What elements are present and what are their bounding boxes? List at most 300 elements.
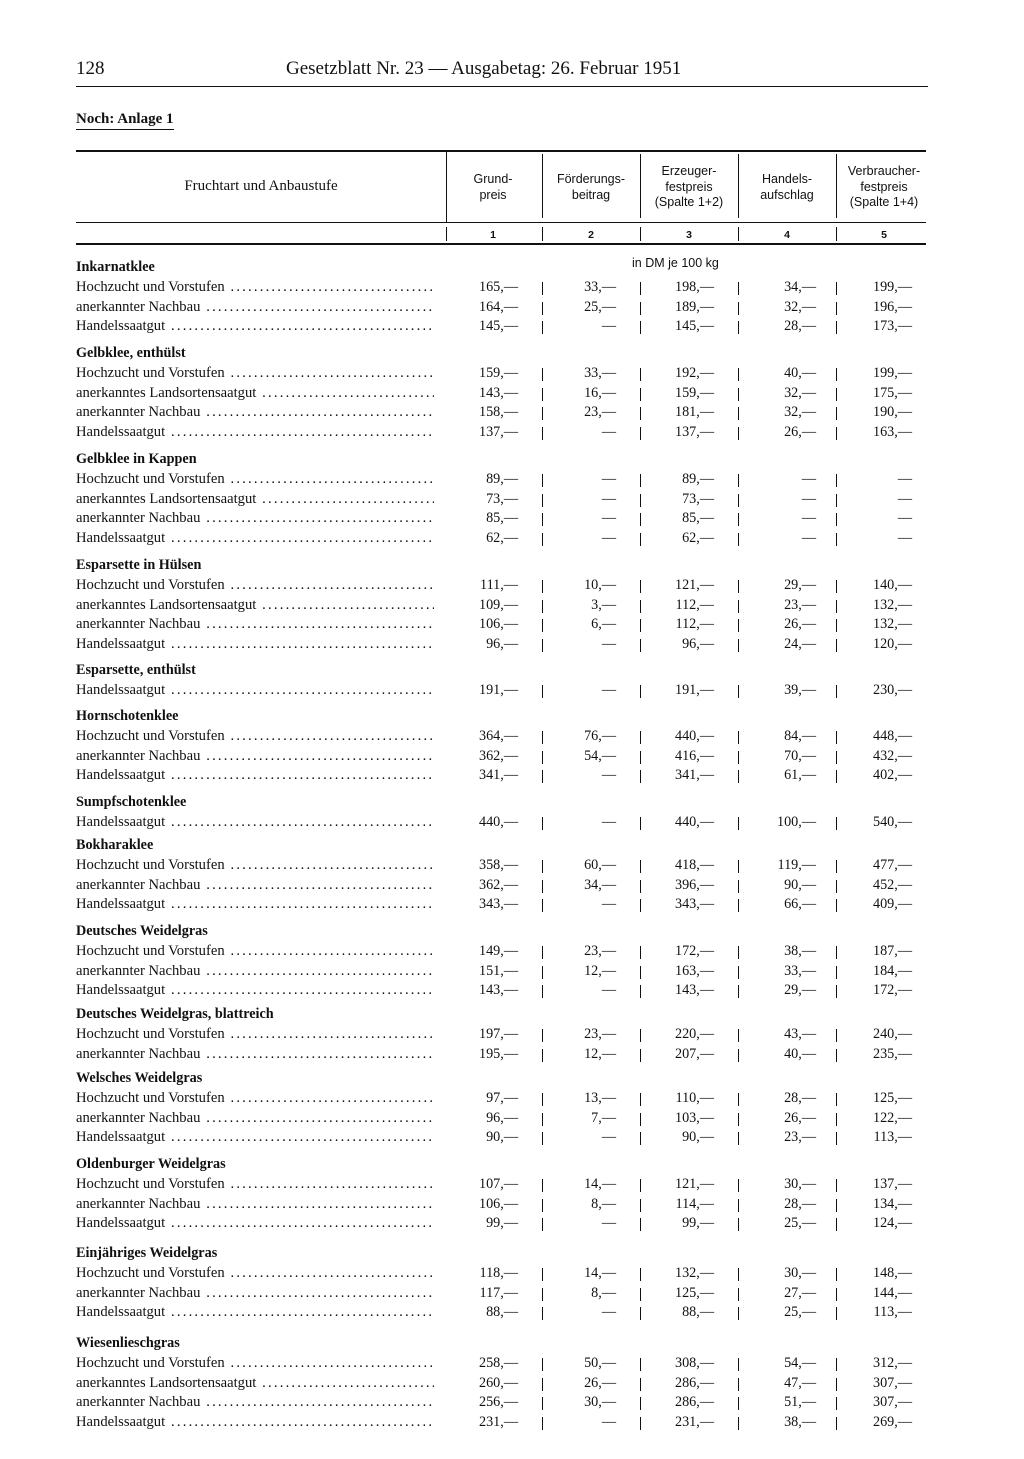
cell-col-5: 230,— <box>872 682 912 698</box>
row-label: anerkannter Nachbau ..... <box>76 298 434 317</box>
cell-col-5: 132,— <box>872 597 912 613</box>
row-column-divider <box>542 1179 543 1192</box>
row-column-divider <box>738 1113 739 1126</box>
cell-col-1: 362,— <box>478 877 518 893</box>
page-running-title: Gesetzblatt Nr. 23 — Ausgabetag: 26. Februar 1951 <box>286 58 682 79</box>
column-numbers-rule <box>76 243 926 245</box>
cell-col-5: 144,— <box>872 1285 912 1301</box>
cell-col-3: 191,— <box>674 682 714 698</box>
cell-col-2: — <box>601 530 616 546</box>
row-column-divider <box>640 1417 641 1430</box>
cell-col-4: — <box>801 530 816 546</box>
row-column-divider <box>542 966 543 979</box>
cell-col-4: — <box>801 471 816 487</box>
row-column-divider <box>836 1179 837 1192</box>
cell-col-5: 269,— <box>872 1414 912 1430</box>
cell-col-5: 113,— <box>873 1129 912 1145</box>
cell-col-1: 364,— <box>478 728 518 744</box>
row-label: Handelssaatgut ..... <box>76 981 434 1000</box>
cell-col-2: 14,— <box>584 1176 616 1192</box>
column-header-4 <box>740 172 834 203</box>
row-column-divider <box>738 321 739 334</box>
cell-col-3: 159,— <box>674 385 714 401</box>
column-header-2 <box>544 172 638 203</box>
row-column-divider <box>542 1049 543 1062</box>
row-label: Handelssaatgut ..... <box>76 317 434 336</box>
cell-col-4: 119,— <box>777 857 816 873</box>
table-row <box>76 1175 926 1194</box>
row-column-divider <box>738 282 739 295</box>
cell-col-4: 29,— <box>784 982 816 998</box>
cell-col-5: 312,— <box>872 1355 912 1371</box>
row-label: anerkannter Nachbau ..... <box>76 615 434 634</box>
table-row <box>76 1089 926 1108</box>
row-label: Hochzucht und Vorstufen ..... <box>76 942 434 961</box>
column-divider <box>738 154 739 218</box>
table-row <box>76 298 926 317</box>
row-column-divider <box>738 1029 739 1042</box>
cell-col-4: 28,— <box>784 1090 816 1106</box>
column-number-divider <box>836 227 837 241</box>
row-column-divider <box>738 580 739 593</box>
row-label: anerkanntes Landsortensaatgut ..... <box>76 490 434 509</box>
column-header-line: aufschlag <box>760 187 814 202</box>
cell-col-5: 196,— <box>872 299 912 315</box>
cell-col-2: — <box>601 1215 616 1231</box>
row-column-divider <box>836 731 837 744</box>
column-header-line: Grund- <box>473 172 513 186</box>
row-column-divider <box>836 860 837 873</box>
cell-col-3: 207,— <box>674 1046 714 1062</box>
row-column-divider <box>836 946 837 959</box>
row-column-divider <box>836 1397 837 1410</box>
column-number-divider <box>542 227 543 241</box>
cell-col-4: 38,— <box>784 1414 816 1430</box>
row-column-divider <box>640 1029 641 1042</box>
row-column-divider <box>738 966 739 979</box>
section-title: Deutsches Weidelgras, blattreich <box>76 1006 274 1022</box>
table-row <box>76 1128 926 1147</box>
cell-col-1: 343,— <box>478 896 518 912</box>
cell-col-3: 418,— <box>674 857 714 873</box>
cell-col-1: 143,— <box>478 385 518 401</box>
table-row <box>76 615 926 634</box>
row-column-divider <box>738 770 739 783</box>
row-column-divider <box>542 494 543 507</box>
row-column-divider <box>738 427 739 440</box>
row-column-divider <box>836 1029 837 1042</box>
cell-col-3: 99,— <box>682 1215 714 1231</box>
cell-col-1: 165,— <box>478 279 518 295</box>
cell-col-5: 187,— <box>872 943 912 959</box>
cell-col-3: 416,— <box>674 748 714 764</box>
row-label: Handelssaatgut ..... <box>76 635 434 654</box>
table-row <box>76 962 926 981</box>
table-row <box>76 1264 926 1283</box>
row-column-divider <box>640 282 641 295</box>
cell-col-3: 85,— <box>682 510 714 526</box>
cell-col-3: 121,— <box>674 577 714 593</box>
column-header-line: Verbraucher- <box>847 164 921 178</box>
cell-col-4: 29,— <box>784 577 816 593</box>
cell-col-4: 23,— <box>784 597 816 613</box>
row-label: Hochzucht und Vorstufen ..... <box>76 1175 434 1194</box>
cell-col-1: 89,— <box>486 471 518 487</box>
cell-col-5: 175,— <box>872 385 912 401</box>
cell-col-5: 477,— <box>872 857 912 873</box>
section-title: Einjähriges Weidelgras <box>76 1245 218 1261</box>
cell-col-1: 117,— <box>479 1285 518 1301</box>
row-column-divider <box>640 1397 641 1410</box>
cell-col-4: — <box>801 491 816 507</box>
column-header-line: Handels- <box>761 172 813 186</box>
cell-col-1: 260,— <box>478 1375 518 1391</box>
cell-col-2: 16,— <box>584 385 616 401</box>
row-column-divider <box>640 817 641 830</box>
cell-col-3: 440,— <box>674 728 714 744</box>
cell-col-4: 32,— <box>784 385 816 401</box>
cell-col-3: 440,— <box>674 814 714 830</box>
row-column-divider <box>542 751 543 764</box>
cell-col-5: 199,— <box>872 279 912 295</box>
row-column-divider <box>738 368 739 381</box>
section-title: Welsches Weidelgras <box>76 1070 203 1086</box>
section-title: Inkarnatklee <box>76 259 155 275</box>
column-header-3 <box>642 164 736 211</box>
row-column-divider <box>640 1288 641 1301</box>
cell-col-2: 30,— <box>584 1394 616 1410</box>
cell-col-2: 3,— <box>591 597 616 613</box>
unit-note: in DM je 100 kg <box>632 256 719 270</box>
row-column-divider <box>542 685 543 698</box>
cell-col-2: 33,— <box>584 279 616 295</box>
cell-col-2: 54,— <box>584 748 616 764</box>
header-separator-rule <box>76 222 926 223</box>
row-column-divider <box>640 1378 641 1391</box>
cell-col-5: 134,— <box>872 1196 912 1212</box>
cell-col-4: 43,— <box>784 1026 816 1042</box>
row-label: anerkannter Nachbau ..... <box>76 1284 434 1303</box>
row-column-divider <box>640 751 641 764</box>
row-column-divider <box>738 1179 739 1192</box>
section-title: Bokharaklee <box>76 837 154 853</box>
row-label: Hochzucht und Vorstufen ..... <box>76 364 434 383</box>
cell-col-2: 12,— <box>584 1046 616 1062</box>
row-column-divider <box>640 580 641 593</box>
column-number-divider <box>640 227 641 241</box>
column-header-line: (Spalte 1+2) <box>654 195 724 209</box>
row-label: Handelssaatgut ..... <box>76 529 434 548</box>
cell-col-5: — <box>897 530 912 546</box>
cell-col-4: 90,— <box>784 877 816 893</box>
row-column-divider <box>640 880 641 893</box>
row-column-divider <box>836 685 837 698</box>
row-label: Handelssaatgut ..... <box>76 1303 434 1322</box>
row-column-divider <box>542 580 543 593</box>
row-column-divider <box>542 1093 543 1106</box>
row-column-divider <box>738 899 739 912</box>
table-row <box>76 895 926 914</box>
row-column-divider <box>640 1218 641 1231</box>
column-header-line: (Spalte 1+4) <box>849 195 919 209</box>
row-column-divider <box>836 1358 837 1371</box>
cell-col-1: 111,— <box>480 577 518 593</box>
cell-col-3: 112,— <box>675 616 714 632</box>
cell-col-5: — <box>897 471 912 487</box>
row-column-divider <box>640 407 641 420</box>
row-label: anerkannter Nachbau ..... <box>76 403 434 422</box>
row-column-divider <box>542 817 543 830</box>
row-label: Handelssaatgut ..... <box>76 766 434 785</box>
cell-col-1: 158,— <box>478 404 518 420</box>
row-column-divider <box>836 899 837 912</box>
cell-col-2: — <box>601 982 616 998</box>
row-column-divider <box>836 368 837 381</box>
column-number-1: 1 <box>490 229 496 241</box>
row-column-divider <box>542 1378 543 1391</box>
cell-col-4: 84,— <box>784 728 816 744</box>
row-column-divider <box>836 533 837 546</box>
cell-col-2: 23,— <box>584 943 616 959</box>
cell-col-1: 106,— <box>478 1196 518 1212</box>
cell-col-3: 132,— <box>674 1265 714 1281</box>
table-row <box>76 856 926 875</box>
row-column-divider <box>542 388 543 401</box>
cell-col-4: 25,— <box>784 1304 816 1320</box>
cell-col-5: 148,— <box>872 1265 912 1281</box>
row-label: Hochzucht und Vorstufen ..... <box>76 278 434 297</box>
row-label: anerkannter Nachbau ..... <box>76 962 434 981</box>
section-title: Wiesenlieschgras <box>76 1335 180 1351</box>
cell-col-1: 256,— <box>478 1394 518 1410</box>
row-column-divider <box>738 1288 739 1301</box>
cell-col-2: 8,— <box>591 1285 616 1301</box>
cell-col-5: 307,— <box>872 1394 912 1410</box>
table-row <box>76 1374 926 1393</box>
table-row <box>76 470 926 489</box>
table-row <box>76 529 926 548</box>
column-number-2: 2 <box>588 229 594 241</box>
section-title: Oldenburger Weidelgras <box>76 1156 226 1172</box>
cell-col-5: 409,— <box>872 896 912 912</box>
cell-col-1: 109,— <box>478 597 518 613</box>
row-label: Hochzucht und Vorstufen ..... <box>76 727 434 746</box>
row-column-divider <box>738 407 739 420</box>
row-column-divider <box>738 1268 739 1281</box>
row-column-divider <box>542 1358 543 1371</box>
section-title: Esparsette, enthülst <box>76 662 196 678</box>
cell-col-4: 27,— <box>784 1285 816 1301</box>
cell-col-3: 341,— <box>674 767 714 783</box>
cell-col-2: 33,— <box>584 365 616 381</box>
cell-col-1: 96,— <box>486 636 518 652</box>
row-column-divider <box>836 1218 837 1231</box>
row-column-divider <box>542 600 543 613</box>
table-row <box>76 1284 926 1303</box>
cell-col-3: 163,— <box>674 963 714 979</box>
table-row <box>76 490 926 509</box>
section-title: Sumpfschotenklee <box>76 794 187 810</box>
column-header-line: beitrag <box>571 187 611 202</box>
cell-col-3: 96,— <box>682 636 714 652</box>
row-column-divider <box>640 302 641 315</box>
cell-col-3: 192,— <box>674 365 714 381</box>
cell-col-1: 90,— <box>486 1129 518 1145</box>
cell-col-3: 286,— <box>674 1394 714 1410</box>
row-column-divider <box>738 731 739 744</box>
row-column-divider <box>836 1378 837 1391</box>
cell-col-2: 50,— <box>584 1355 616 1371</box>
column-header-line: Förderungs- <box>556 172 626 186</box>
table-row <box>76 384 926 403</box>
cell-col-4: 54,— <box>784 1355 816 1371</box>
cell-col-5: 163,— <box>872 424 912 440</box>
row-label: Handelssaatgut ..... <box>76 423 434 442</box>
cell-col-1: 137,— <box>478 424 518 440</box>
cell-col-4: 47,— <box>784 1375 816 1391</box>
row-column-divider <box>542 1397 543 1410</box>
section-title: Esparsette in Hülsen <box>76 557 202 573</box>
cell-col-2: 23,— <box>584 1026 616 1042</box>
cell-col-1: 85,— <box>486 510 518 526</box>
cell-col-4: 28,— <box>784 318 816 334</box>
row-column-divider <box>836 494 837 507</box>
row-column-divider <box>836 1132 837 1145</box>
cell-col-5: 540,— <box>872 814 912 830</box>
cell-col-4: 40,— <box>784 365 816 381</box>
cell-col-3: 114,— <box>675 1196 714 1212</box>
cell-col-3: 189,— <box>674 299 714 315</box>
row-column-divider <box>542 619 543 632</box>
cell-col-2: — <box>601 767 616 783</box>
table-row <box>76 942 926 961</box>
row-label: Hochzucht und Vorstufen ..... <box>76 576 434 595</box>
row-column-divider <box>542 639 543 652</box>
cell-col-3: 103,— <box>674 1110 714 1126</box>
cell-col-2: — <box>601 471 616 487</box>
cell-col-2: — <box>601 510 616 526</box>
row-column-divider <box>640 1358 641 1371</box>
cell-col-4: 23,— <box>784 1129 816 1145</box>
column-header-line: preis <box>479 187 507 202</box>
row-column-divider <box>836 1417 837 1430</box>
cell-col-1: 97,— <box>486 1090 518 1106</box>
row-label: anerkannter Nachbau ..... <box>76 876 434 895</box>
cell-col-3: 90,— <box>682 1129 714 1145</box>
column-divider <box>542 154 543 218</box>
row-column-divider <box>542 1199 543 1212</box>
cell-col-3: 308,— <box>674 1355 714 1371</box>
cell-col-2: 25,— <box>584 299 616 315</box>
cell-col-2: 12,— <box>584 963 616 979</box>
row-column-divider <box>738 302 739 315</box>
row-column-divider <box>836 1199 837 1212</box>
section-title: Gelbklee in Kappen <box>76 451 197 467</box>
row-column-divider <box>640 731 641 744</box>
row-column-divider <box>738 1049 739 1062</box>
row-label: Handelssaatgut ..... <box>76 1413 434 1432</box>
cell-col-5: 113,— <box>873 1304 912 1320</box>
column-header-line: Erzeuger- <box>661 164 717 178</box>
row-column-divider <box>640 985 641 998</box>
row-column-divider <box>738 880 739 893</box>
cell-col-1: 197,— <box>478 1026 518 1042</box>
row-label: anerkanntes Landsortensaatgut ..... <box>76 384 434 403</box>
cell-col-5: 184,— <box>872 963 912 979</box>
cell-col-4: 25,— <box>784 1215 816 1231</box>
row-column-divider <box>640 600 641 613</box>
row-column-divider <box>836 619 837 632</box>
row-column-divider <box>542 427 543 440</box>
cell-col-3: 88,— <box>682 1304 714 1320</box>
cell-col-1: 62,— <box>486 530 518 546</box>
cell-col-4: — <box>801 510 816 526</box>
cell-col-4: 32,— <box>784 299 816 315</box>
column-header-5 <box>838 164 930 211</box>
row-label: anerkanntes Landsortensaatgut ..... <box>76 596 434 615</box>
table-header-row <box>76 150 926 240</box>
cell-col-5: 122,— <box>872 1110 912 1126</box>
cell-col-5: — <box>897 510 912 526</box>
cell-col-5: 140,— <box>872 577 912 593</box>
row-column-divider <box>542 946 543 959</box>
row-column-divider <box>836 282 837 295</box>
row-label: Hochzucht und Vorstufen ..... <box>76 1354 434 1373</box>
cell-col-2: 60,— <box>584 857 616 873</box>
row-column-divider <box>640 388 641 401</box>
cell-col-3: 181,— <box>674 404 714 420</box>
row-column-divider <box>542 533 543 546</box>
row-label: anerkannter Nachbau ..... <box>76 747 434 766</box>
cell-col-4: 24,— <box>784 636 816 652</box>
row-column-divider <box>640 1179 641 1192</box>
row-column-divider <box>542 899 543 912</box>
row-column-divider <box>738 1417 739 1430</box>
annex-label: Noch: Anlage 1 <box>76 111 174 130</box>
row-column-divider <box>542 1417 543 1430</box>
cell-col-4: 30,— <box>784 1176 816 1192</box>
section-title: Deutsches Weidelgras <box>76 923 208 939</box>
table-row <box>76 1025 926 1044</box>
row-column-divider <box>640 1199 641 1212</box>
cell-col-2: 7,— <box>591 1110 616 1126</box>
row-label: Handelssaatgut ..... <box>76 813 434 832</box>
column-number-4: 4 <box>784 229 790 241</box>
cell-col-2: 8,— <box>591 1196 616 1212</box>
row-column-divider <box>836 321 837 334</box>
table-row <box>76 1045 926 1064</box>
row-column-divider <box>738 817 739 830</box>
cell-col-1: 362,— <box>478 748 518 764</box>
row-column-divider <box>640 1113 641 1126</box>
row-column-divider <box>836 817 837 830</box>
cell-col-2: — <box>601 1129 616 1145</box>
row-column-divider <box>542 1307 543 1320</box>
cell-col-4: 30,— <box>784 1265 816 1281</box>
cell-col-1: 106,— <box>478 616 518 632</box>
row-column-divider <box>542 1268 543 1281</box>
table-row <box>76 364 926 383</box>
row-label: Handelssaatgut ..... <box>76 1214 434 1233</box>
table-row <box>76 1214 926 1233</box>
page-number: 128 <box>76 58 105 79</box>
row-column-divider <box>738 1199 739 1212</box>
cell-col-4: 70,— <box>784 748 816 764</box>
cell-col-1: 258,— <box>478 1355 518 1371</box>
row-label: Handelssaatgut ..... <box>76 895 434 914</box>
cell-col-2: 13,— <box>584 1090 616 1106</box>
row-column-divider <box>640 1093 641 1106</box>
